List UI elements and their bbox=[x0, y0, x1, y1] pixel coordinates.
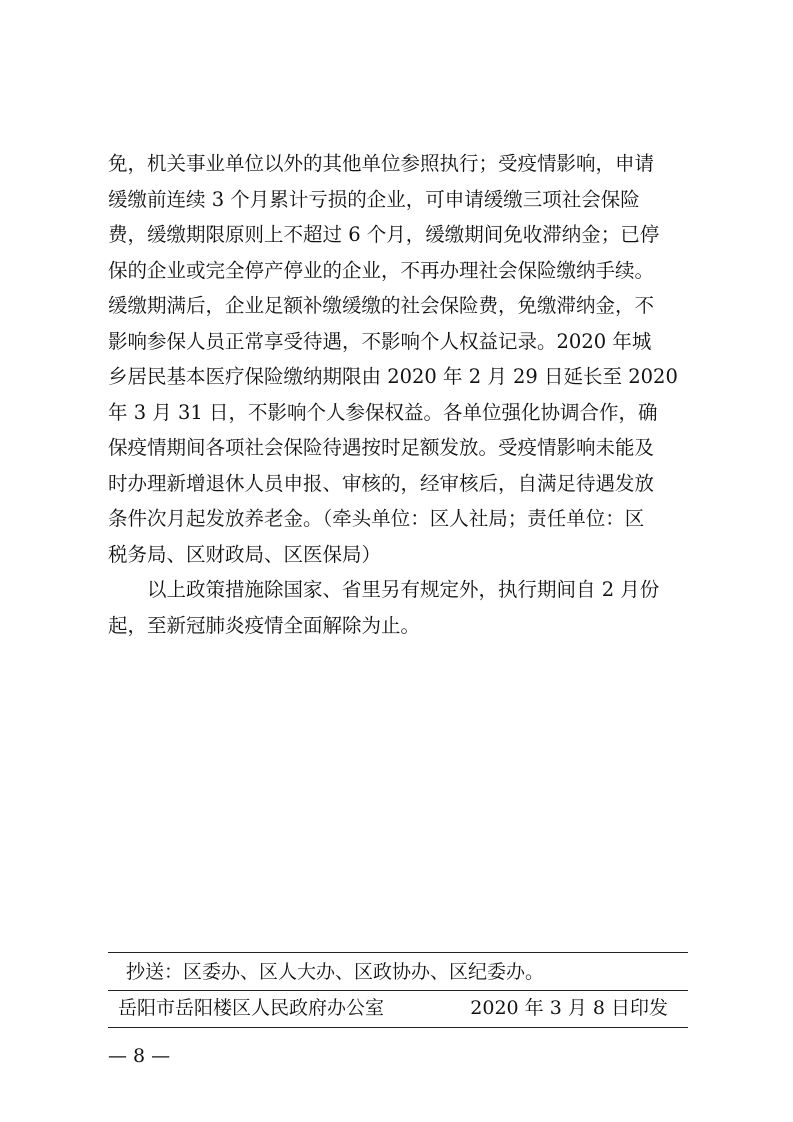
issuer-name: 岳阳市岳阳楼区人民政府办公室 bbox=[118, 997, 385, 1019]
document-body bbox=[108, 146, 688, 643]
paragraph-line: 缓缴期满后，企业足额补缴缓缴的社会保险费，免缴滞纳金，不 bbox=[108, 294, 655, 317]
footer-bottom-rule bbox=[108, 1027, 688, 1028]
paragraph-line: 缓缴前连续 3 个月累计亏损的企业，可申请缓缴三项社会保险 bbox=[108, 187, 640, 211]
closing-paragraph-line: 起，至新冠肺炎疫情全面解除为止。 bbox=[108, 613, 421, 637]
page-number: — 8 — bbox=[108, 1045, 171, 1067]
paragraph-line: 保的企业或完全停产停业的企业，不再办理社会保险缴纳手续。 bbox=[108, 258, 655, 282]
paragraph-line: 免，机关事业单位以外的其他单位参照执行；受疫情影响，申请 bbox=[108, 152, 655, 175]
closing-paragraph-line: 以上政策措施除国家、省里另有规定外，执行期间自 2 月份 bbox=[147, 578, 660, 601]
paragraph-line: 乡居民基本医疗保险缴纳期限由 2020 年 2 月 29 日延长至 2020 bbox=[108, 365, 678, 388]
issue-date: 2020 年 3 月 8 日印发 bbox=[470, 997, 668, 1019]
paragraph-line: 年 3 月 31 日，不影响个人参保权益。各单位强化协调合作，确 bbox=[108, 400, 658, 424]
paragraph-line: 税务局、区财政局、区医保局） bbox=[108, 542, 382, 566]
paragraph-line: 影响参保人员正常享受待遇，不影响个人权益记录。2020 年城 bbox=[108, 329, 652, 353]
paragraph-line: 时办理新增退休人员申报、审核的，经审核后，自满足待遇发放 bbox=[108, 471, 655, 495]
paragraph-line: 保疫情期间各项社会保险待遇按时足额发放。受疫情影响未能及 bbox=[108, 436, 655, 459]
paragraph-line: 条件次月起发放养老金。（牵头单位：区人社局；责任单位：区 bbox=[108, 507, 645, 530]
issuer-row bbox=[108, 994, 688, 1022]
footer-middle-rule bbox=[108, 990, 688, 991]
paragraph-line: 费，缓缴期限原则上不超过 6 个月，缓缴期间免收滞纳金；已停 bbox=[108, 223, 660, 246]
cc-line: 抄送：区委办、区人大办、区政协办、区纪委办。 bbox=[126, 961, 545, 983]
footer-top-rule bbox=[108, 952, 688, 953]
